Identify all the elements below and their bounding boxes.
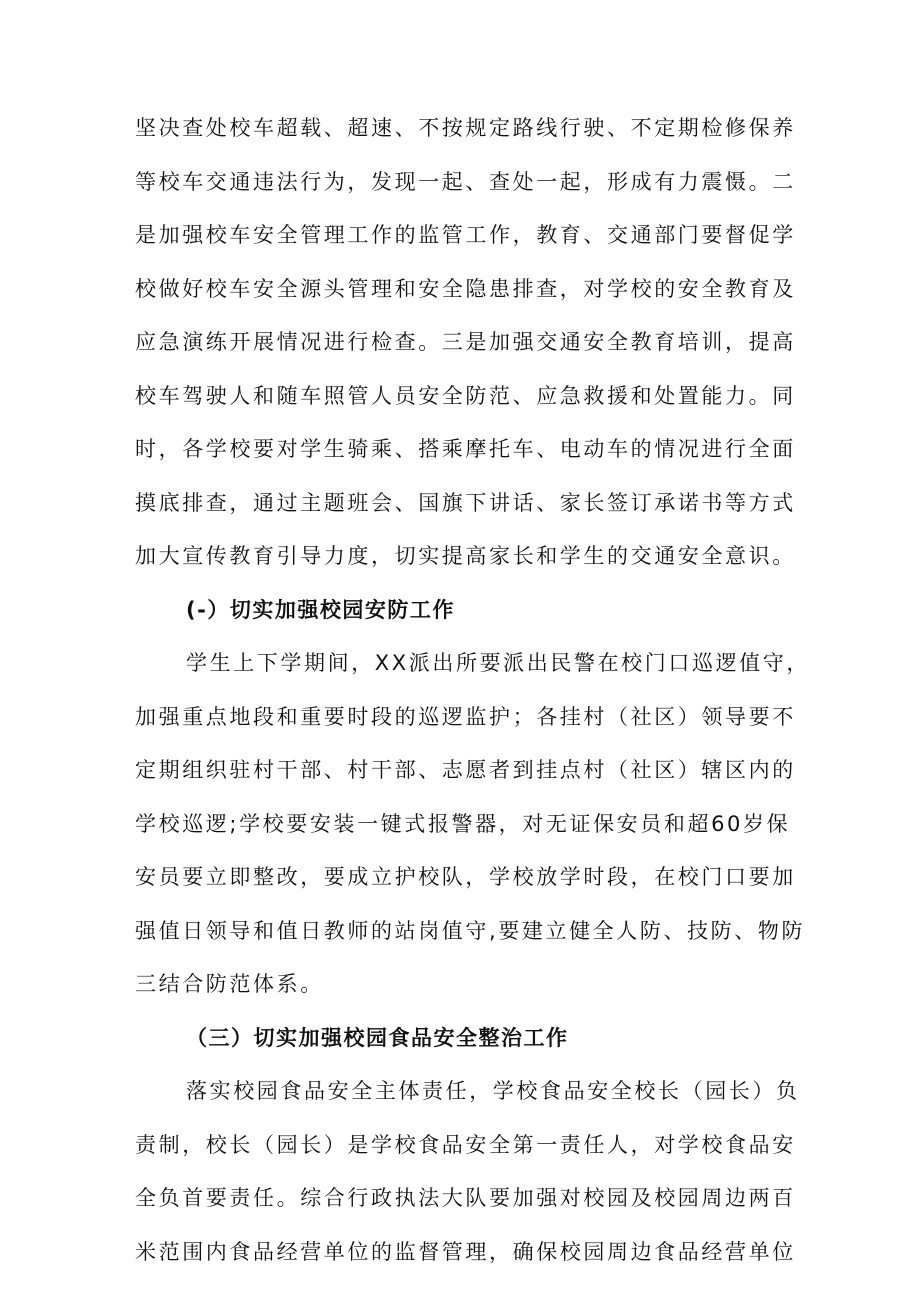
paragraph-line: 米范围内食品经营单位的监督管理，确保校园周边食品经营单位	[135, 1240, 796, 1264]
paragraph-line: 坚决查处校车超载、超速、不按规定路线行驶、不定期检修保养	[135, 116, 796, 140]
paragraph-line: 全负首要责任。综合行政执法大队要加强对校园及校园周边两百	[135, 1186, 796, 1210]
paragraph-line: 学校巡逻;学校要安装一键式报警器，对无证保安员和超60岁保	[135, 812, 791, 836]
paragraph-line: 是加强校车安全管理工作的监管工作，教育、交通部门要督促学	[135, 223, 796, 247]
paragraph-line: 等校车交通违法行为，发现一起、查处一起，形成有力震慑。二	[135, 170, 796, 194]
paragraph-line: 校车驾驶人和随车照管人员安全防范、应急救援和处置能力。同	[135, 384, 796, 408]
paragraph-line: 三结合防范体系。	[135, 972, 324, 996]
paragraph-line: 应急演练开展情况进行检查。三是加强交通安全教育培训，提高	[135, 330, 796, 354]
paragraph-line: 时，各学校要对学生骑乘、搭乘摩托车、电动车的情况进行全面	[135, 437, 796, 461]
paragraph-line: 落实校园食品安全主体责任，学校食品安全校长（园长）负	[186, 1079, 800, 1103]
section-heading: （三）切实加强校园食品安全整治工作	[186, 1026, 569, 1050]
paragraph-line: 校做好校车安全源头管理和安全隐患排查，对学校的安全教育及	[135, 277, 796, 301]
paragraph-line: 责制，校长（园长）是学校食品安全第一责任人，对学校食品安	[135, 1133, 796, 1157]
paragraph-line: 学生上下学期间，XX派出所要派出民警在校门口巡逻值守，	[186, 651, 810, 675]
paragraph-line: 加大宣传教育引导力度，切实提高家长和学生的交通安全意识。	[135, 544, 796, 568]
paragraph-line: 强值日领导和值日教师的站岗值守,要建立健全人防、技防、物防	[135, 919, 806, 943]
paragraph-line: 摸底排查，通过主题班会、国旗下讲话、家长签订承诺书等方式	[135, 491, 796, 515]
paragraph-line: 安员要立即整改，要成立护校队，学校放学时段，在校门口要加	[135, 865, 796, 889]
section-heading: (-）切实加强校园安防工作	[186, 598, 455, 622]
paragraph-line: 加强重点地段和重要时段的巡逻监护；各挂村（社区）领导要不	[135, 705, 796, 729]
paragraph-line: 定期组织驻村干部、村干部、志愿者到挂点村（社区）辖区内的	[135, 758, 796, 782]
